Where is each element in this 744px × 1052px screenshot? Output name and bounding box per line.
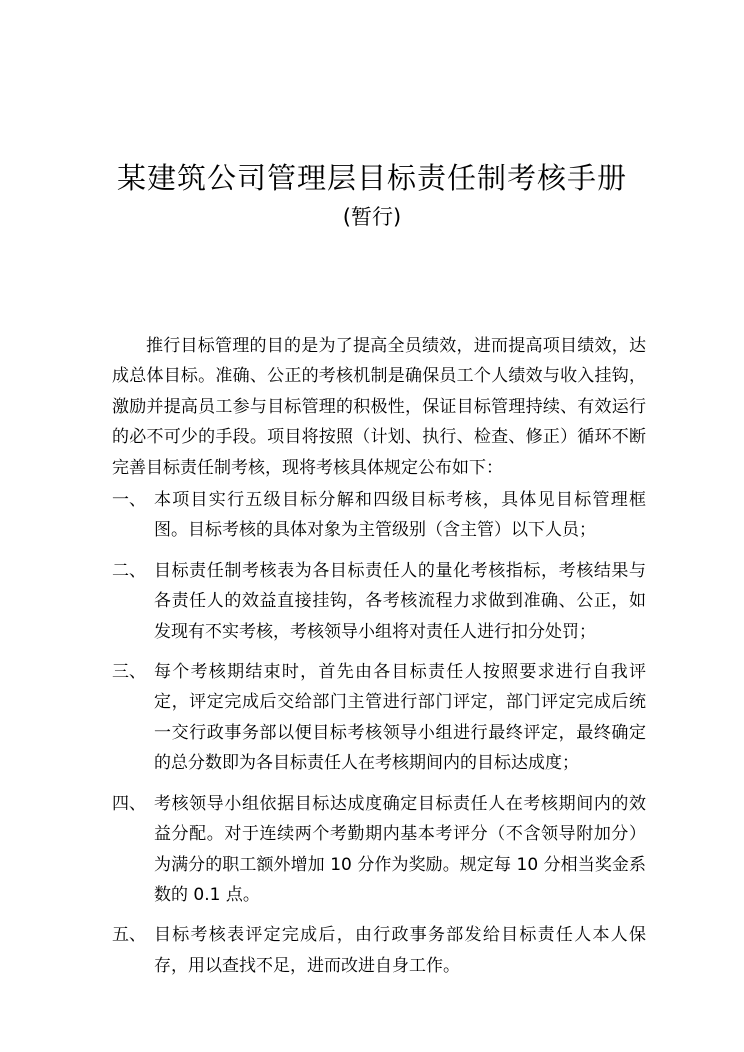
clause-number: 一、 (112, 490, 146, 511)
clause-text: 每个考核期结束时，首先由各目标责任人按照要求进行自我评定，评定完成后交给部门主管进行部门评定，部门评定完成后统一交行政事务部以便目标考核领导小组进行最终评定，最终确定的总分数即为各目标责任人在考核期间内的目标达成度； (154, 662, 646, 774)
document-subtitle: (暂行) (342, 205, 402, 229)
clause-item (112, 657, 646, 779)
clause-item (112, 556, 646, 647)
clause-item (112, 789, 646, 911)
intro-paragraph: 推行目标管理的目的是为了提高全员绩效，进而提高项目绩效，达成总体目标。准确、公正的考核机制是确保员工个人绩效与收入挂钩，激励并提高员工参与目标管理的积极性，保证目标管理持续、有效运行的必不可少的手段。项目将按照（计划、执行、检查、修正）循环不断完善目标责任制考核，现将考核具体规定公布如下： (112, 336, 646, 478)
document-title: 某建筑公司管理层目标责任制考核手册 (116, 161, 627, 195)
clause-number: 三、 (112, 662, 146, 683)
clause-item (112, 485, 646, 546)
clause-number: 二、 (112, 560, 146, 581)
document-body (112, 331, 646, 991)
clause-text: 本项目实行五级目标分解和四级目标考核，具体见目标管理框图。目标考核的具体对象为主管级别（含主管）以下人员； (154, 490, 646, 541)
clause-text: 考核领导小组依据目标达成度确定目标责任人在考核期间内的效益分配。对于连续两个考勤期内基本考评分（不含领导附加分）为满分的职工额外增加 10 分作为奖励。规定每 10 分相当奖金系数的 0.1 点。 (154, 793, 646, 905)
clause-number: 五、 (112, 925, 146, 946)
clause-item (112, 920, 646, 981)
clause-text: 目标考核表评定完成后，由行政事务部发给目标责任人本人保存，用以查找不足，进而改进自身工作。 (154, 925, 646, 976)
clause-text: 目标责任制考核表为各目标责任人的量化考核指标，考核结果与各责任人的效益直接挂钩，各考核流程力求做到准确、公正，如发现有不实考核，考核领导小组将对责任人进行扣分处罚； (154, 560, 646, 642)
clause-number: 四、 (112, 793, 146, 814)
